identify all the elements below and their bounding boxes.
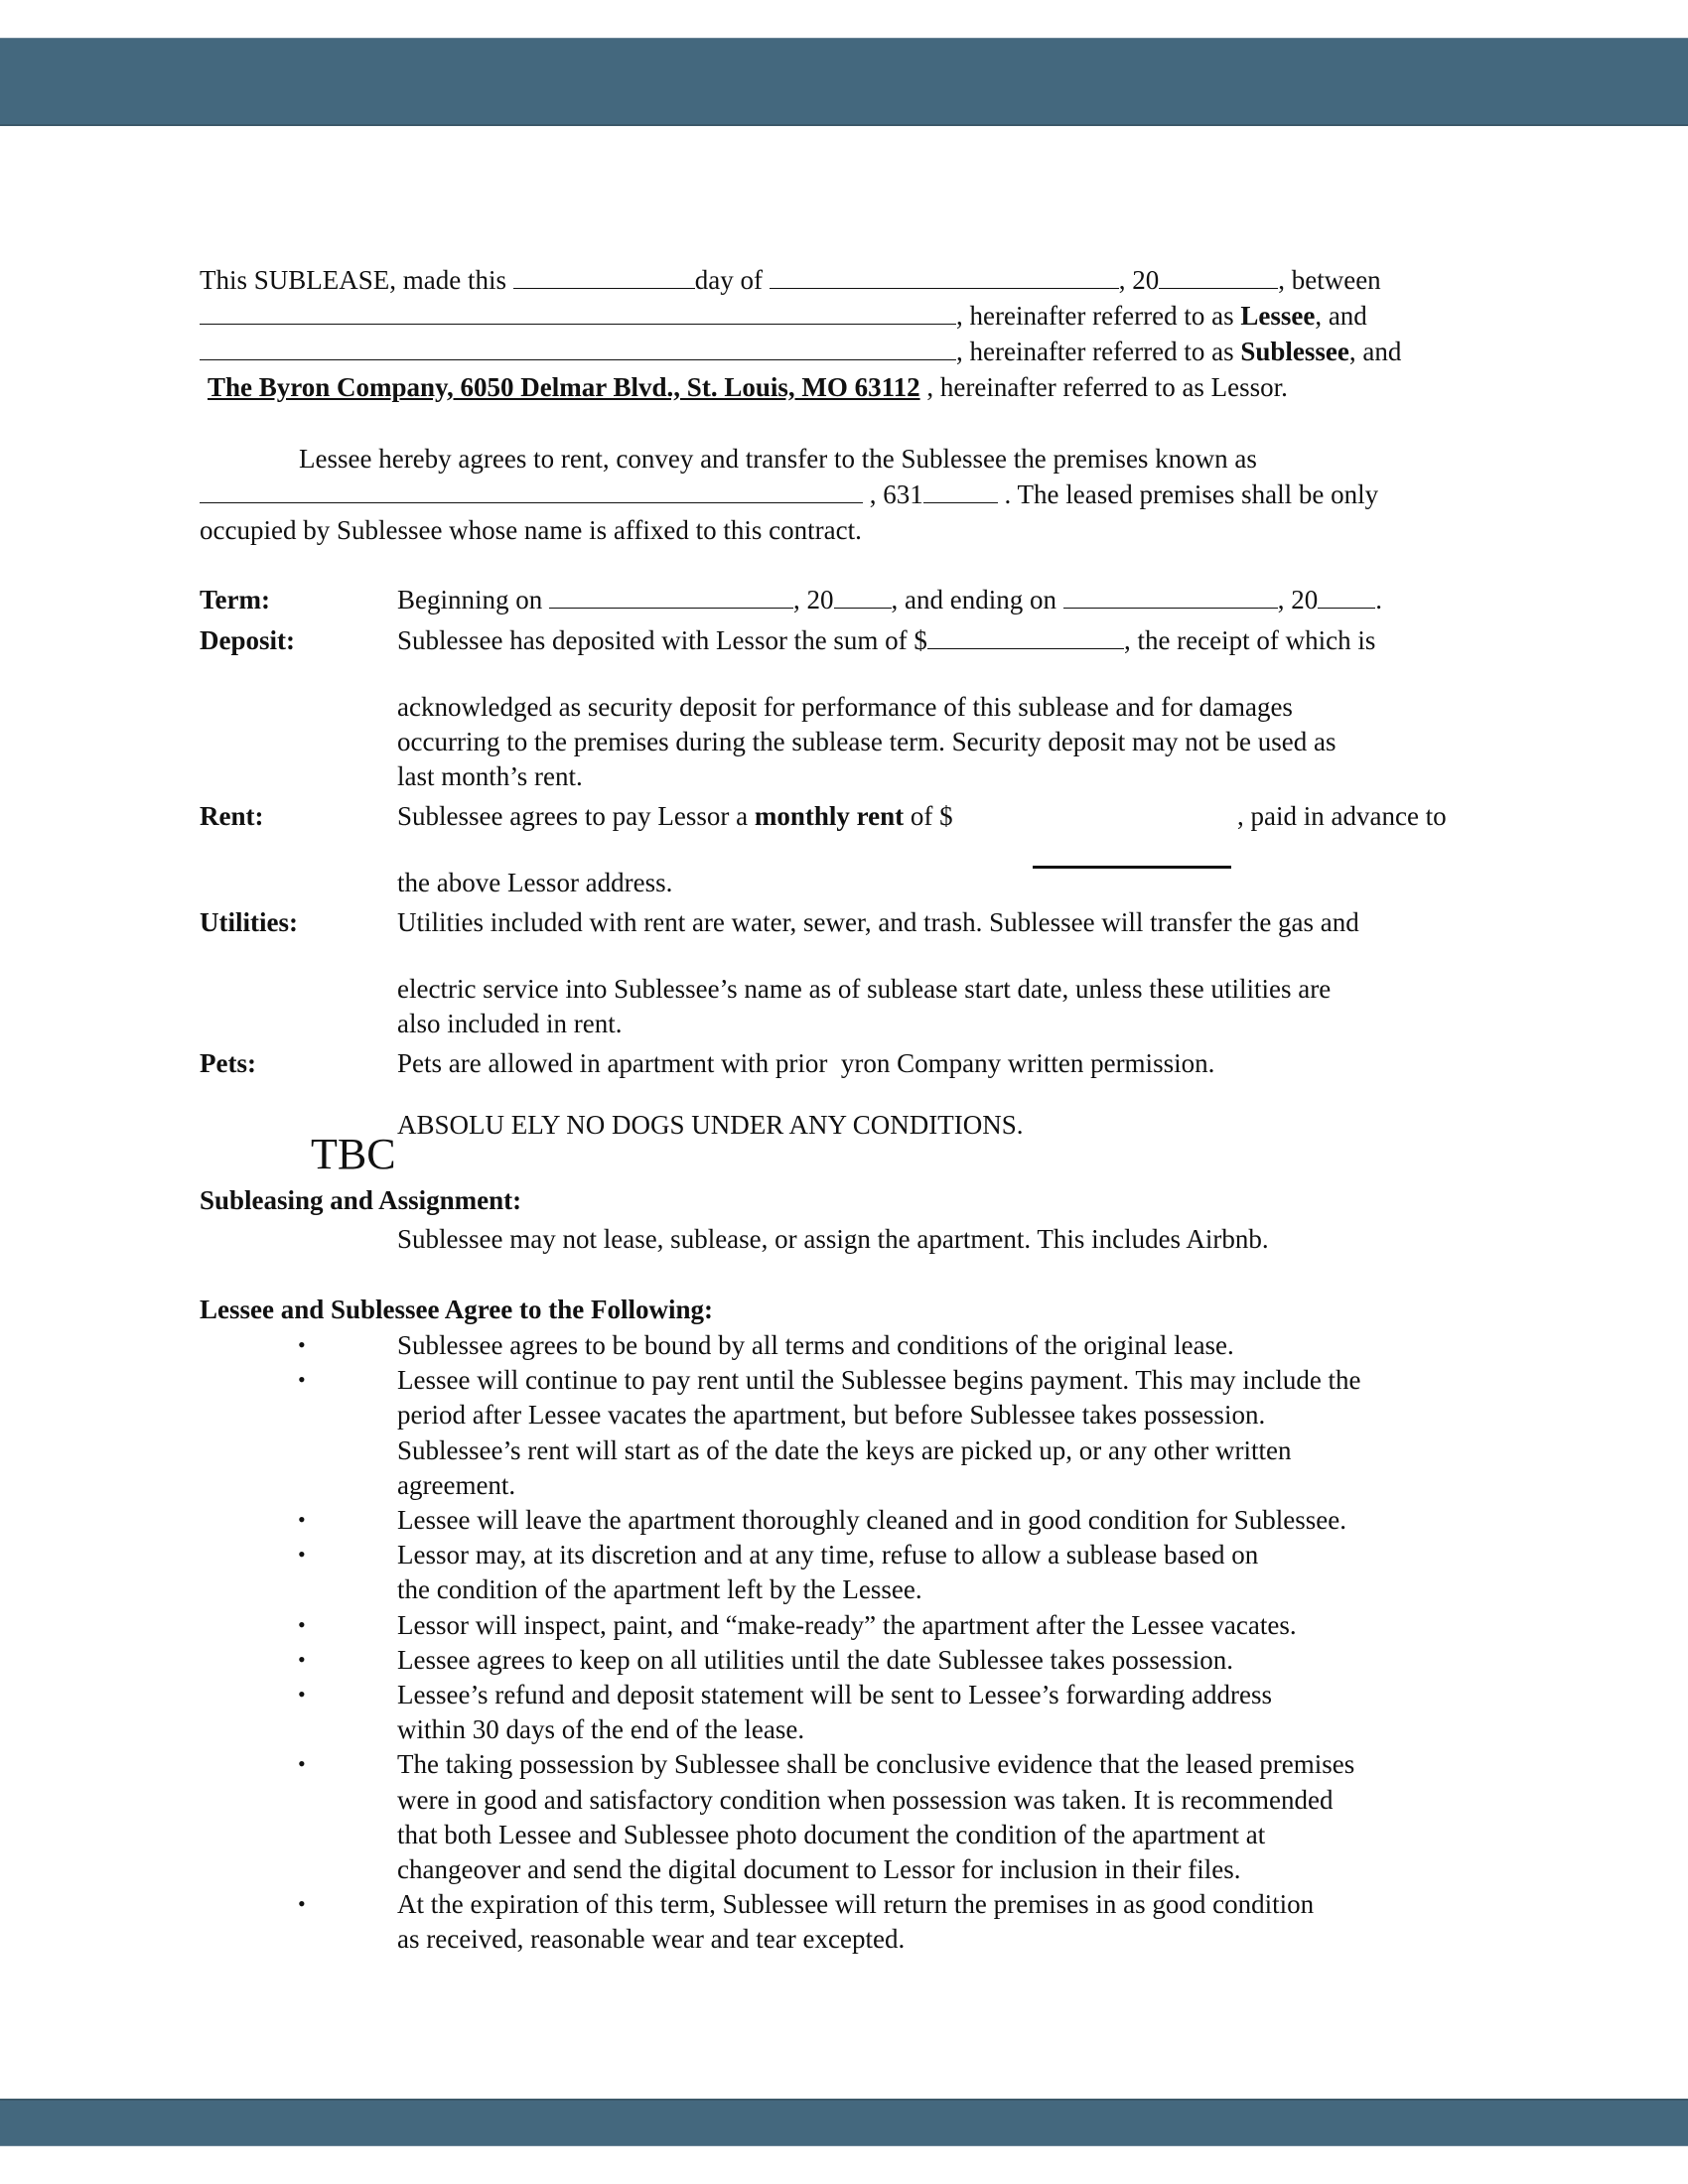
agree-item-line: period after Lessee vacates the apartment, but before Sublessee takes possession.	[397, 1400, 1266, 1431]
bullet-icon: •	[298, 1332, 306, 1357]
intro-text: , between	[1278, 265, 1381, 295]
agree-item-line: Lessee’s refund and deposit statement will be sent to Lessee’s forwarding address	[397, 1680, 1273, 1709]
agree-item-line: agreement.	[397, 1469, 516, 1500]
deposit-label: Deposit:	[200, 625, 295, 655]
term-line	[397, 584, 1382, 615]
monthly-rent-term: monthly rent	[754, 801, 905, 831]
bullet-icon: •	[298, 1542, 306, 1568]
agree-item-line: within 30 days of the end of the lease.	[397, 1714, 805, 1745]
agree-item-line: Lessee will continue to pay rent until the Sublessee begins payment. This may include the	[397, 1365, 1361, 1396]
bullet-icon: •	[298, 1751, 306, 1777]
sublessee-name-field[interactable]	[200, 338, 956, 360]
subleasing-label: Subleasing and Assignment:	[200, 1185, 522, 1215]
agree-item-line: as received, reasonable wear and tear excepted.	[397, 1924, 906, 1955]
deposit-line-3: occurring to the premises during the sublease term. Security deposit may not be used as	[397, 727, 1336, 756]
term-start-year-field[interactable]	[834, 586, 892, 609]
term-end-date-field[interactable]	[1063, 586, 1278, 609]
tbc-annotation: TBC	[311, 1130, 396, 1178]
year-blank-field[interactable]	[1159, 266, 1278, 289]
bullet-icon: •	[298, 1611, 306, 1637]
utilities-line-3: also included in rent.	[397, 1009, 623, 1038]
bullet-icon: •	[298, 1507, 306, 1532]
intro-line-2	[200, 300, 1367, 332]
rent-amount-field[interactable]	[1033, 866, 1231, 869]
intro-text: , hereinafter referred to as Lessor.	[919, 372, 1288, 402]
sublessee-term: Sublessee	[1240, 337, 1349, 366]
agree-item-line: Sublessee’s rent will start as of the date the keys are picked up, or any other written	[397, 1434, 1292, 1465]
month-blank-field[interactable]	[770, 266, 1119, 289]
term-end-year-field[interactable]	[1318, 586, 1375, 609]
term-text: , and ending on	[891, 585, 1063, 614]
deposit-amount-field[interactable]	[927, 626, 1124, 649]
agree-item-line: The taking possession by Sublessee shall be conclusive evidence that the leased premises	[397, 1749, 1355, 1780]
rent-line-1	[397, 800, 953, 832]
utilities-label: Utilities:	[200, 907, 298, 937]
rent-text: Sublessee agrees to pay Lessor a	[397, 801, 755, 831]
term-text: , 20	[793, 585, 834, 614]
pets-label: Pets:	[200, 1048, 256, 1078]
agree-item-line: were in good and satisfactory condition when possession was taken. It is recommended	[397, 1784, 1334, 1815]
intro-text: , and	[1348, 337, 1402, 366]
intro-text: day of	[694, 265, 770, 295]
intro-line-3	[200, 336, 1401, 367]
rent-label: Rent:	[200, 801, 264, 831]
bullet-icon: •	[298, 1891, 306, 1917]
agree-item-line: Lessee agrees to keep on all utilities until the date Sublessee takes possession.	[397, 1644, 1234, 1675]
utilities-line-1: Utilities included with rent are water, sewer, and trash. Sublessee will transfer the gas and	[397, 907, 1359, 937]
rent-line-1-end: , paid in advance to	[1237, 801, 1447, 831]
intro-text: , hereinafter referred to as	[956, 301, 1241, 331]
bullet-icon: •	[298, 1367, 306, 1393]
utilities-line-2: electric service into Sublessee’s name as of sublease start date, unless these utilities are	[397, 974, 1332, 1004]
rent-line-2: the above Lessor address.	[397, 868, 673, 897]
term-label: Term:	[200, 585, 270, 614]
pets-line-1: Pets are allowed in apartment with prior yron Company written permission.	[397, 1048, 1215, 1078]
term-start-date-field[interactable]	[549, 586, 793, 609]
deposit-line-4: last month’s rent.	[397, 761, 583, 791]
intro-text: , 20	[1118, 265, 1160, 295]
term-text: Beginning on	[397, 585, 549, 614]
term-text: .	[1375, 585, 1382, 614]
agree-item-line: changeover and send the digital document to Lessor for inclusion in their files.	[397, 1854, 1241, 1884]
agree-item-line: that both Lessee and Sublessee photo document the condition of the apartment at	[397, 1819, 1266, 1849]
premises-text: . The leased premises shall be only	[997, 479, 1379, 509]
agree-label: Lessee and Sublessee Agree to the Following:	[200, 1295, 713, 1324]
bullet-icon: •	[298, 1646, 306, 1672]
agree-item-line: Sublessee agrees to be bound by all terms and conditions of the original lease.	[397, 1330, 1234, 1360]
intro-line-1	[200, 264, 1381, 296]
deposit-line-1	[397, 624, 1375, 656]
agree-item-line: Lessee will leave the apartment thoroughly cleaned and in good condition for Sublessee.	[397, 1505, 1346, 1535]
intro-text: , and	[1315, 301, 1367, 331]
premises-text: , 631	[863, 479, 923, 509]
agree-item-line: Lessor will inspect, paint, and “make-ready” the apartment after the Lessee vacates.	[397, 1609, 1297, 1640]
bullet-icon: •	[298, 1682, 306, 1706]
intro-line-4	[208, 371, 1288, 403]
agree-item-line: At the expiration of this term, Sublessee will return the premises in as good condition	[397, 1889, 1315, 1920]
pets-line-2: ABSOLU ELY NO DOGS UNDER ANY CONDITIONS.	[397, 1110, 1024, 1140]
footer-bar	[0, 2099, 1688, 2146]
deposit-line-2: acknowledged as security deposit for performance of this sublease and for damages	[397, 692, 1293, 722]
deposit-text: , the receipt of which is	[1123, 625, 1376, 655]
agree-item-line: the condition of the apartment left by the Lessee.	[397, 1574, 922, 1605]
intro-text: , hereinafter referred to as	[956, 337, 1241, 366]
lessor-name: The Byron Company, 6050 Delmar Blvd., St. Louis, MO 63112	[208, 372, 920, 402]
day-blank-field[interactable]	[513, 266, 695, 289]
header-bar	[0, 38, 1688, 126]
premises-line-1: Lessee hereby agrees to rent, convey and transfer to the Sublessee the premises known as	[299, 444, 1257, 474]
subleasing-line-1: Sublessee may not lease, sublease, or assign the apartment. This includes Airbnb.	[397, 1224, 1269, 1254]
intro-text: This SUBLEASE, made this	[200, 265, 513, 295]
premises-line-2	[200, 478, 1378, 510]
rent-text: of $	[904, 801, 953, 831]
premises-address-field[interactable]	[200, 480, 863, 503]
premises-line-3: occupied by Sublessee whose name is affixed to this contract.	[200, 515, 862, 545]
unit-number-field[interactable]	[923, 480, 998, 503]
lessee-name-field[interactable]	[200, 302, 956, 325]
agree-item-line: Lessor may, at its discretion and at any time, refuse to allow a sublease based on	[397, 1540, 1259, 1570]
term-text: , 20	[1277, 585, 1319, 614]
deposit-text: Sublessee has deposited with Lessor the sum of $	[397, 625, 927, 655]
lessee-term: Lessee	[1240, 301, 1316, 331]
